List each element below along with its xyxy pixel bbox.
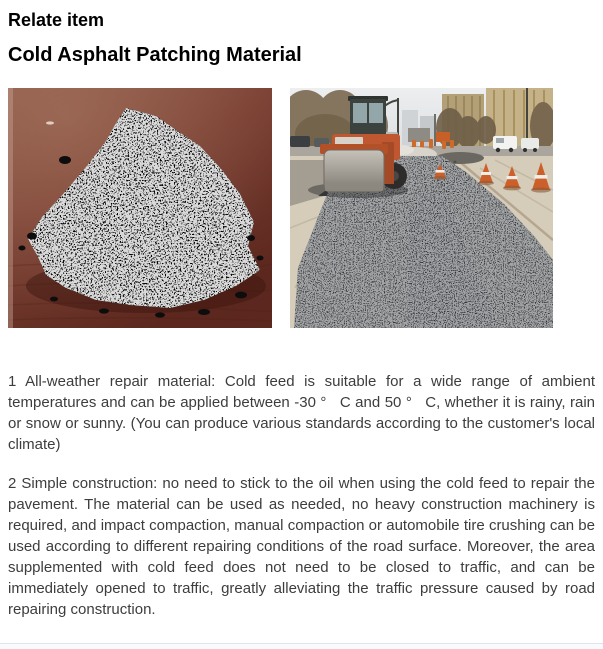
product-title: Cold Asphalt Patching Material <box>8 44 302 66</box>
bottom-divider <box>0 643 603 649</box>
feature-paragraph-2: 2 Simple construction: no need to stick to the oil when using the cold feed to repair the pavement. The material can be used as needed, no heavy construction machinery is required, and impact compaction, manual compaction or automobile tire crushing can be used according to different repairing conditions of the road surface. Moreover, the area supplemented with cold feed does not need to be closed to traffic, and can be immediately opened to traffic, greatly alleviating the traffic pressure caused by road repairing construction. <box>8 475 595 618</box>
section-title: Relate item <box>8 10 105 30</box>
feature-paragraph-1: 1 All-weather repair material: Cold feed is suitable for a wide range of ambient temperatures and can be applied between -30 ° C and 50 ° C, whether it is rainy, rain or snow or sunny. (You can produce various standards according to the customer's local climate) <box>8 373 595 453</box>
asphalt-granules-photo <box>8 88 272 328</box>
photo-row <box>8 88 595 328</box>
road-construction-photo <box>290 88 553 328</box>
